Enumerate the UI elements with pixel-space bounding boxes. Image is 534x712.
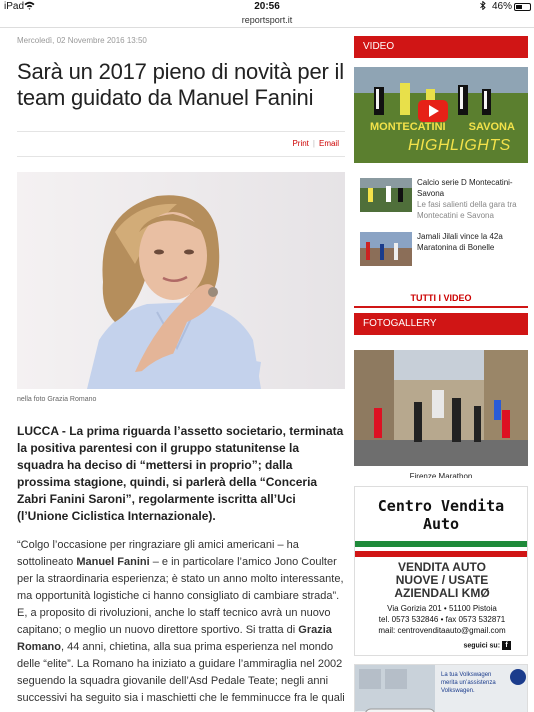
- video-heading: VIDEO: [354, 36, 528, 58]
- featured-video[interactable]: [354, 67, 528, 163]
- video-overlay-teams: [370, 121, 515, 133]
- video-thumbnail: [360, 232, 412, 266]
- overlay-team-home: MONTECATINI: [370, 121, 446, 133]
- gallery-photo[interactable]: [354, 350, 528, 478]
- video-thumbnail: [360, 178, 412, 212]
- ad-social: [463, 641, 511, 650]
- divider: |: [312, 139, 315, 148]
- gallery-heading: FOTOGALLERY: [354, 313, 528, 335]
- photo-caption: nella foto Grazia Romano: [17, 396, 97, 403]
- print-link[interactable]: Print: [292, 139, 309, 148]
- ad-contacts: [355, 603, 528, 636]
- video-subtitle: Le fasi salienti della gara tra Montecatini e Savona: [417, 200, 517, 220]
- device-label: iPad: [4, 1, 25, 12]
- advertisement-volkswagen[interactable]: [354, 664, 528, 712]
- battery-icon: [514, 3, 531, 11]
- ad-stripe-red: [355, 551, 528, 557]
- ad-brand: [361, 497, 521, 533]
- email-link[interactable]: Email: [318, 139, 339, 148]
- article-date: Mercoledì, 02 Novembre 2016 13:50: [17, 36, 147, 45]
- overlay-team-away: SAVONA: [468, 121, 515, 133]
- ad-offer: [355, 561, 528, 600]
- article-body: [17, 537, 345, 707]
- article-lead: [17, 423, 345, 525]
- bluetooth-icon: [480, 1, 486, 12]
- ios-status-bar: [0, 0, 534, 14]
- video-list-item[interactable]: [354, 172, 528, 226]
- ad-mail: mail: centrovenditaauto@gmail.com: [378, 626, 506, 635]
- clock: 20:56: [254, 1, 280, 12]
- all-videos-link[interactable]: TUTTI I VIDEO: [354, 288, 528, 308]
- ad-offer-line: VENDITA AUTO: [397, 560, 486, 574]
- body-text: “Colgo l’occasione per ringraziare gli amici americani – ha sottolineato: [17, 539, 299, 568]
- ad-brand-line: Centro Vendita: [377, 497, 505, 515]
- lead-city: LUCCA: [17, 424, 59, 438]
- ad-social-label: seguici su:: [463, 642, 501, 650]
- ad-phone: tel. 0573 532846 • fax 0573 532871: [378, 615, 506, 624]
- article-tools: [17, 131, 345, 157]
- address-bar[interactable]: [0, 14, 534, 28]
- facebook-icon[interactable]: f: [502, 641, 511, 650]
- lead-text: - La prima riguarda l’assetto societario, terminata la positiva parentesi con il gruppo statunitense la squadra ha deciso di “mettersi in proprio”; dalla prossima stagione, quindi, si parlerà della “Conceria Zabri Fanini Saroni”, regolarmente iscritta all’Uci (l’Unione Ciclistica Internazionale).: [17, 424, 344, 523]
- url-text: reportsport.it: [241, 15, 293, 25]
- sidebar: [354, 36, 528, 712]
- person-name: Manuel Fanini: [76, 556, 150, 568]
- body-text: – e in particolare l’amico Jono Coulter per la straordinaria esperienza; è stato un anno molto interessante, ma opportunità logistiche ci hanno consigliato di cambiare strada”. E, a proposito di rivoluzioni, anche lo staff tecnico avrà un nuovo capitano; o meglio un nuovo direttore sportivo. Si tratta di: [17, 556, 344, 636]
- video-overlay-title: HIGHLIGHTS: [408, 137, 511, 154]
- advertisement[interactable]: [354, 486, 528, 656]
- article-title: Sarà un 2017 pieno di novità per il team guidato da Manuel Fanini: [17, 59, 344, 110]
- person-name: Grazia Romano: [17, 624, 332, 653]
- ad-brand-line: Auto: [422, 515, 460, 533]
- article-photo: [17, 172, 345, 389]
- ad-address: Via Gorizia 201 • 51100 Pistoia: [387, 604, 497, 613]
- battery-percent: 46%: [491, 1, 512, 12]
- ad2-text: La tua Volkswagen merita un’assistenza Volkswagen.: [441, 672, 496, 694]
- video-title[interactable]: Jamali Jilali vince la 42a Maratonina di Bonelle: [417, 232, 503, 252]
- body-text: , 44 anni, chietina, alla sua prima esperienza nel mondo delle “elite”. La Romano ha iniziato a guidare l’ammiraglia nel 2002 seguendo la squadra giovanile dell’Asd Pedale Teate; negli anni successivi ha seguito sia i maschietti che le femminucce fra le quali: [17, 641, 345, 704]
- article: [17, 36, 345, 707]
- ad-offer-line: NUOVE / USATE: [395, 573, 489, 587]
- ad-offer-line: AZIENDALI KMØ: [394, 586, 490, 600]
- gallery-caption: Firenze Marathon: [354, 471, 528, 478]
- video-title[interactable]: Calcio serie D Montecatini-Savona: [417, 178, 513, 198]
- video-list-item[interactable]: [354, 226, 528, 280]
